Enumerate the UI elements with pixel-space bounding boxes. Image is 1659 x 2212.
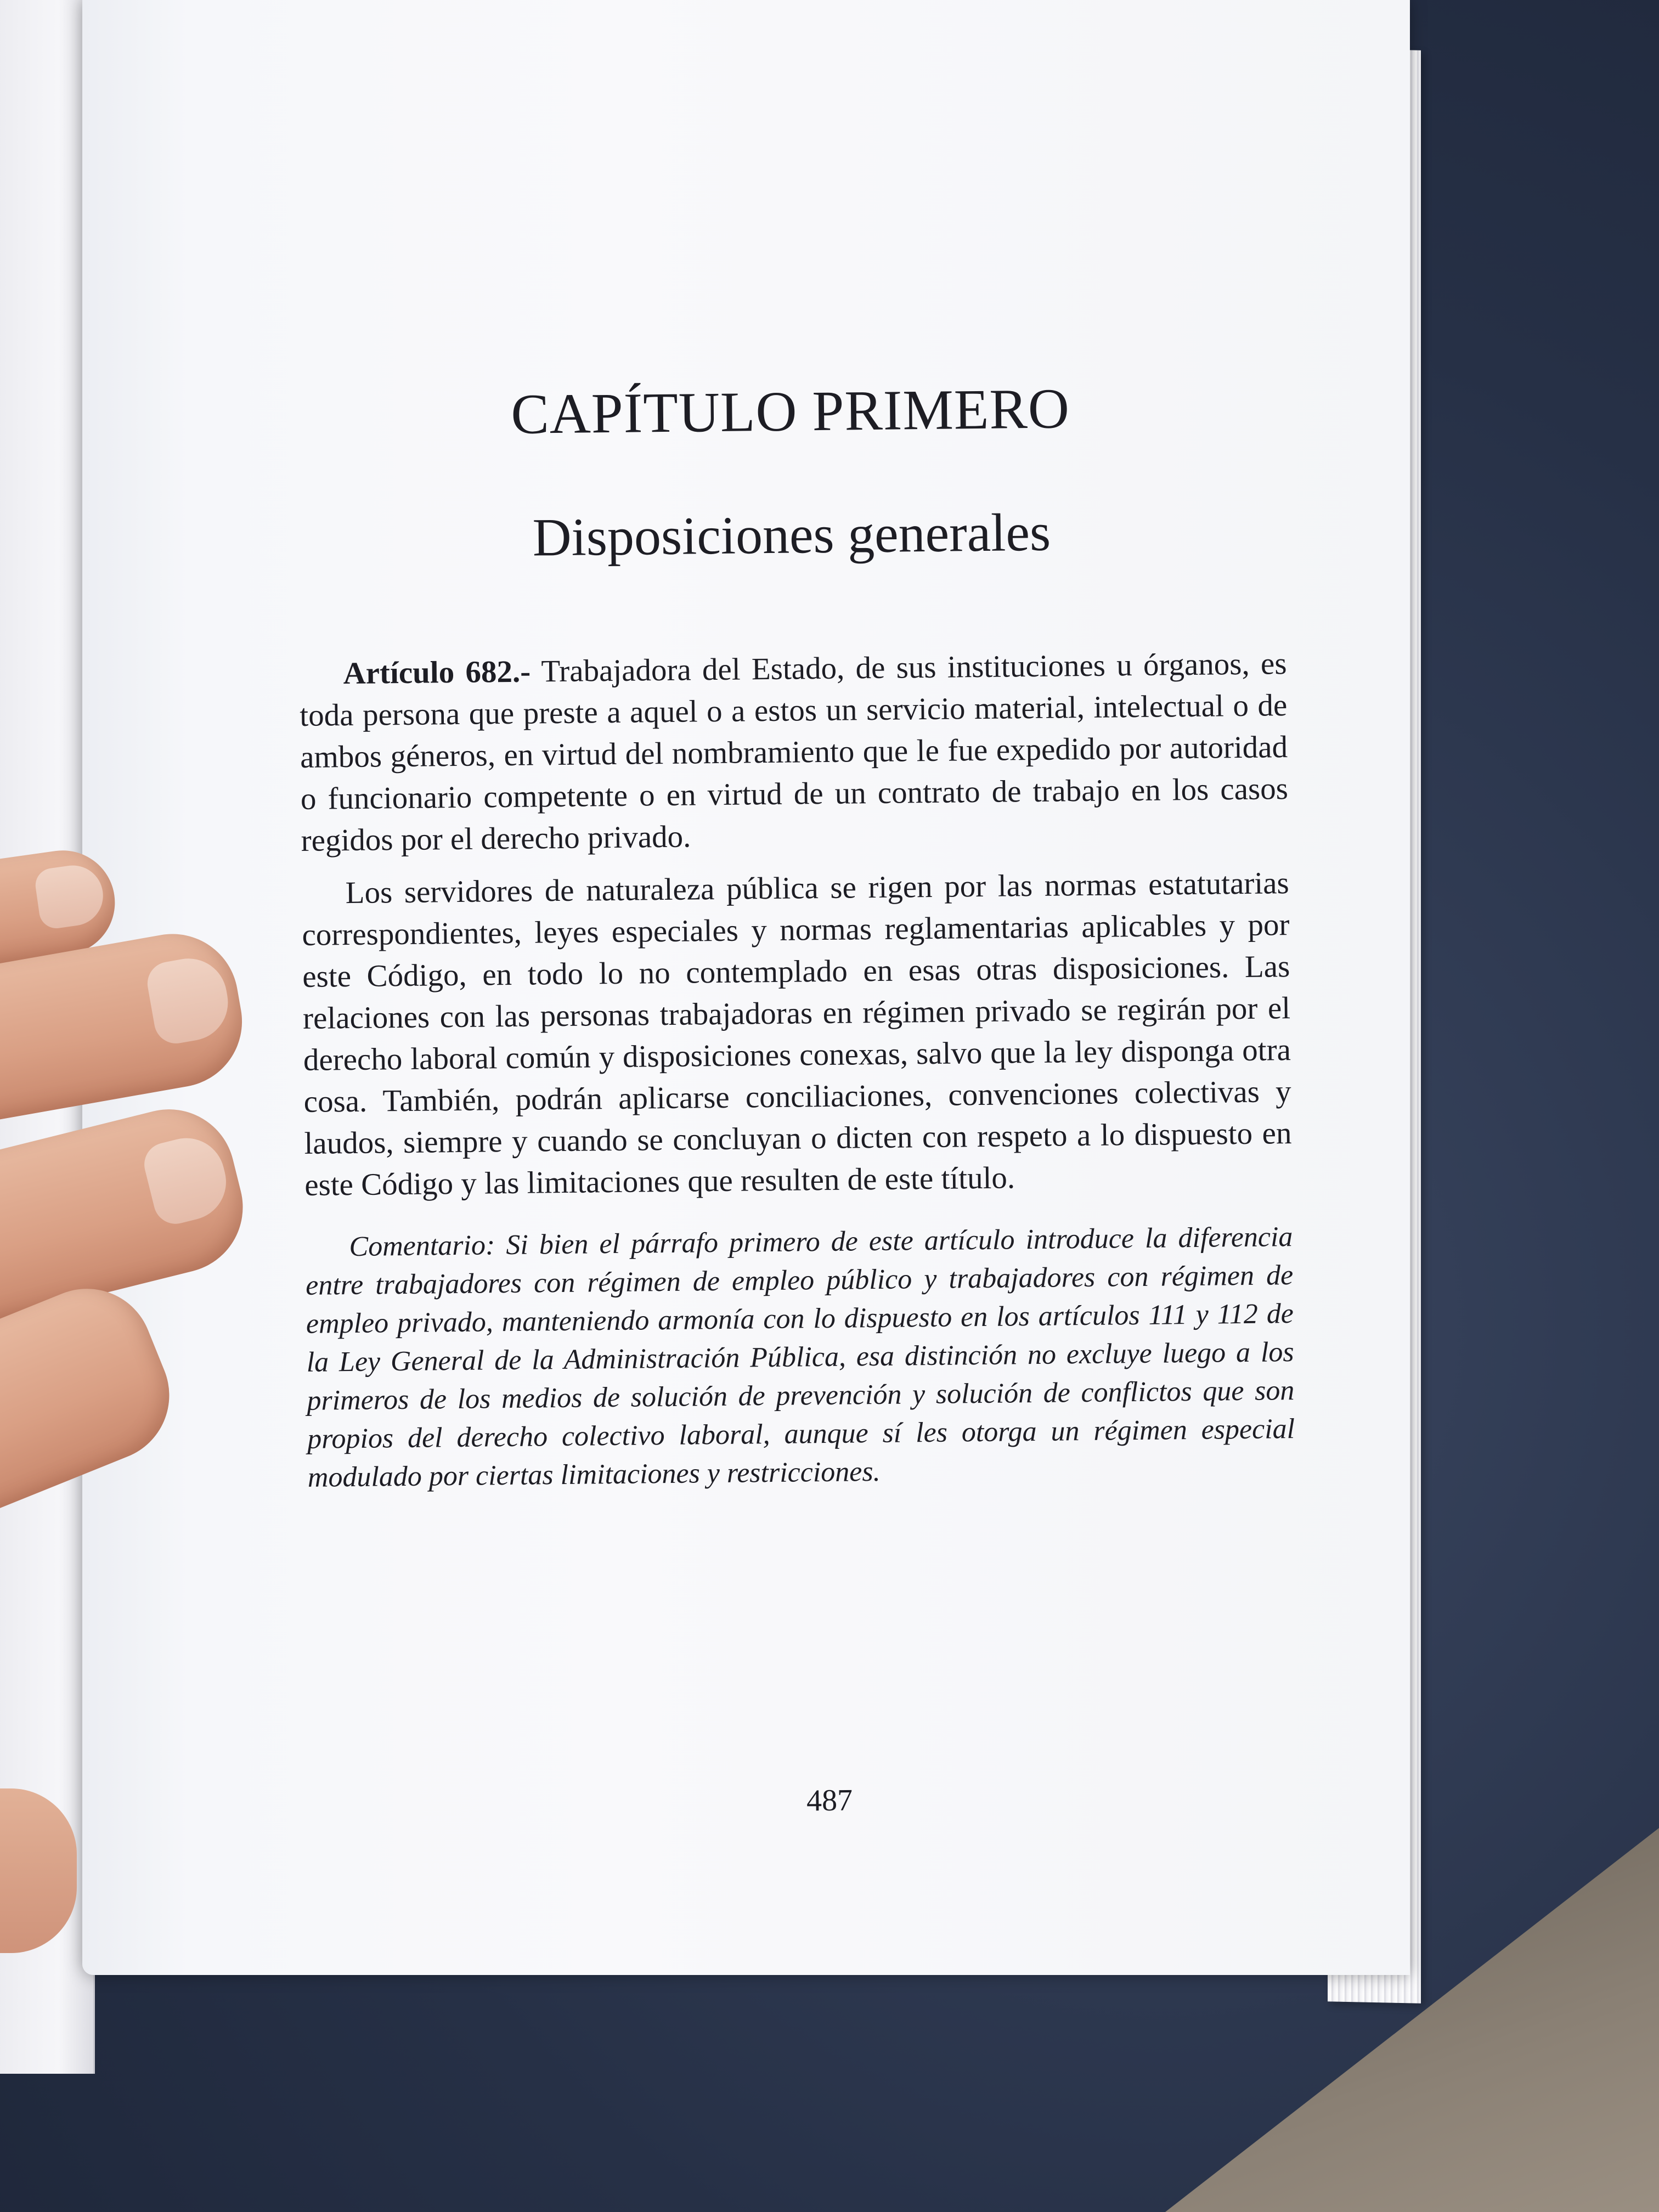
hand — [0, 856, 274, 1558]
comment-paragraph: Comentario: Si bien el párrafo primero de este artículo introduce la diferencia entre trabajadores con régimen de empleo público y trabajadores con régimen de empleo privado, manteniendo armonía con lo dispuesto en los artículos 111 y 112 de la Ley General de la Administración Pública, esa distinción no excluye luego a los primeros de los medios de solución de prevención y solución de conflictos que son propios del derecho colectivo laboral, aunque sí les otorga un régimen especial modulado por ciertas limitaciones y restricciones. — [305, 1221, 1295, 1493]
finger-ring — [0, 1096, 257, 1330]
article-text: Trabajadora del Estado, de sus instituciones u órganos, es toda persona que preste a aquel o a estos un servicio material, intelectual o de ambos géneros, en virtud del nombramiento que le fue expedido por autoridad o funcionario competente o en virtud de un contrato de trabajo en los casos regidos por el derecho privado. — [300, 646, 1289, 858]
second-paragraph: Los servidores de naturaleza pública se rigen por las normas estatutarias correspondientes, leyes especiales y normas reglamentarias aplicables y por este Código, en todo lo no contemplado en esas otras disposiciones. Las relaciones con las personas trabajadoras en régimen privado se regirán por el derecho laboral común y disposiciones conexas, salvo que la ley disponga otra cosa. También, podrán aplicarse conciliaciones, convenciones colectivas y laudos, siempre y cuando se concluyan o dicten con respeto a lo dispuesto en este Código y las limitaciones que resulten de este título. — [302, 866, 1292, 1203]
fingernail — [144, 952, 234, 1047]
article-number: Artículo 682.- — [343, 654, 531, 691]
page-number: 487 — [806, 1783, 853, 1818]
fingernail — [140, 1130, 234, 1228]
chapter-title: CAPÍTULO PRIMERO — [510, 377, 1070, 446]
fingernail — [33, 861, 107, 930]
section-title: Disposiciones generales — [532, 503, 1051, 568]
book-page — [82, 0, 1410, 1975]
article-paragraph — [299, 643, 1289, 862]
page-content — [296, 374, 1295, 1497]
